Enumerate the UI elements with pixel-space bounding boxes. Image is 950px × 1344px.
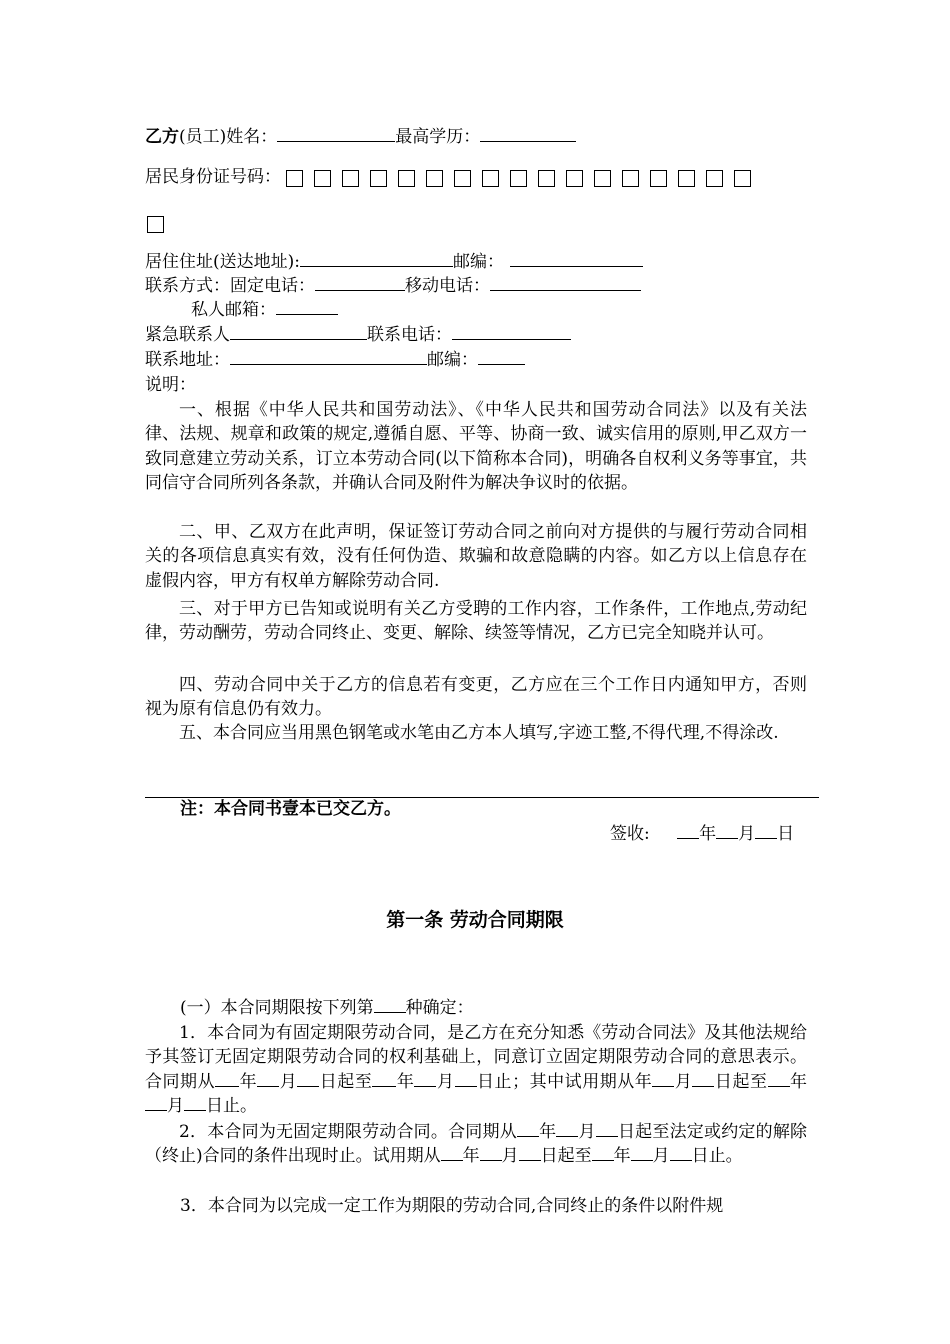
blank[interactable]: [631, 1145, 653, 1161]
emergency-blank[interactable]: [230, 324, 367, 340]
note-paragraph-4: 四、劳动合同中关于乙方的信息若有变更，乙方应在三个工作日内通知甲方，否则视为原有信息仍有效力。: [145, 675, 807, 720]
item1-from2: 日起至: [714, 1071, 768, 1092]
receipt-month-blank[interactable]: [716, 823, 738, 839]
article-1-heading: 第一条 劳动合同期限: [386, 909, 564, 931]
landline-blank[interactable]: [315, 275, 405, 291]
address-line: [145, 250, 643, 274]
blank[interactable]: [670, 1145, 692, 1161]
id-digit-box[interactable]: [594, 170, 611, 187]
article-1-intro: [180, 996, 474, 1020]
emergency-line: [145, 323, 571, 347]
id-digit-box[interactable]: [678, 170, 695, 187]
emergency-phone-blank[interactable]: [452, 324, 571, 340]
id-digit-box[interactable]: [566, 170, 583, 187]
blank[interactable]: [215, 1071, 239, 1087]
mobile-label: 移动电话：: [405, 276, 490, 296]
item2-year: 年: [538, 1122, 557, 1142]
blank[interactable]: [556, 1121, 578, 1137]
contact-postcode-label: 邮编：: [427, 350, 478, 370]
note-paragraph-5: 五、本合同应当用黑色钢笔或水笔由乙方本人填写,字迹工整,不得代理,不得涂改.: [179, 723, 779, 743]
blank[interactable]: [145, 1095, 167, 1111]
id-number-label: 居民身份证号码：: [145, 167, 281, 187]
id-number-boxes: [286, 165, 751, 191]
id-digit-box[interactable]: [286, 170, 303, 187]
blank[interactable]: [517, 1121, 539, 1137]
education-blank[interactable]: [480, 126, 576, 142]
id-digit-box[interactable]: [454, 170, 471, 187]
id-digit-box[interactable]: [482, 170, 499, 187]
blank[interactable]: [297, 1071, 319, 1087]
blank[interactable]: [372, 1071, 396, 1087]
contact-line: [145, 274, 641, 298]
item1-from: 日起至: [319, 1071, 373, 1092]
item1-end: 日止。: [206, 1095, 257, 1116]
id-digit-box[interactable]: [510, 170, 527, 187]
item2-text: 2．本合同为无固定期限劳动合同。合同期从: [179, 1122, 517, 1142]
item1-year: 年: [239, 1071, 258, 1092]
address-label: 居住住址(送达地址):: [145, 252, 300, 272]
item1-year2: 年: [396, 1071, 415, 1092]
id-digit-box[interactable]: [147, 216, 164, 233]
blank[interactable]: [414, 1071, 436, 1087]
item2-to: 日起至: [540, 1146, 592, 1167]
item2-month3: 月: [652, 1146, 670, 1167]
receipt-day-blank[interactable]: [755, 823, 777, 839]
education-label: 最高学历：: [395, 127, 481, 147]
item1-probation: 日止；其中试用期从: [476, 1071, 635, 1092]
item2-month: 月: [578, 1122, 596, 1142]
article-1-item-2: [145, 1120, 807, 1169]
email-line: [191, 298, 338, 322]
emergency-phone-label: 联系电话：: [367, 325, 452, 345]
id-digit-box[interactable]: [342, 170, 359, 187]
item1-year4: 年: [789, 1071, 808, 1092]
id-digit-box[interactable]: [734, 170, 751, 187]
address-postcode-blank[interactable]: [510, 251, 643, 267]
contact-postcode-blank[interactable]: [478, 349, 525, 365]
contact-address-blank[interactable]: [230, 349, 427, 365]
id-number-line: [145, 164, 751, 191]
note-paragraph-3: 三、对于甲方已告知或说明有关乙方受聘的工作内容，工作条件，工作地点,劳动纪律，劳动酬劳，劳动合同终止、变更、解除、续签等情况，乙方已完全知晓并认可。: [145, 599, 807, 644]
item1-text: 1．本合同为有固定期限劳动合同，是乙方在充分知悉《劳动合同法》及其他法规给予其签订无固定期限劳动合同的权利基础上，同意订立固定期限劳动合同的意思表示。合同期从: [145, 1023, 807, 1092]
email-blank[interactable]: [276, 299, 338, 315]
id-digit-box[interactable]: [426, 170, 443, 187]
landline-label: 联系方式：固定电话：: [145, 276, 315, 296]
blank[interactable]: [455, 1071, 477, 1087]
receipt-year-label: 年: [699, 824, 717, 844]
blank[interactable]: [441, 1145, 463, 1161]
id-digit-box[interactable]: [706, 170, 723, 187]
address-blank[interactable]: [300, 251, 453, 267]
item1-year3: 年: [634, 1071, 653, 1092]
id-digit-box[interactable]: [370, 170, 387, 187]
id-digit-box[interactable]: [314, 170, 331, 187]
blank[interactable]: [652, 1071, 674, 1087]
id-digit-box[interactable]: [398, 170, 415, 187]
item2-year3: 年: [613, 1146, 631, 1167]
name-blank[interactable]: [277, 126, 395, 142]
party-b-name-label: (员工)姓名：: [179, 127, 278, 147]
address-postcode-label: 邮编：: [453, 252, 504, 272]
receipt-month-label: 月: [738, 824, 756, 844]
contact-address-label: 联系地址：: [145, 350, 230, 370]
intro-text-a: (一）本合同期限按下列第: [180, 998, 374, 1018]
item2-from: 日起至法定或约定的解除（终止)合同的条件出现时止。试用期从: [145, 1122, 808, 1167]
receipt-label: 签收:: [610, 824, 650, 844]
id-digit-box[interactable]: [538, 170, 555, 187]
blank[interactable]: [692, 1071, 714, 1087]
id-number-overflow: [147, 212, 164, 236]
footnote: 注：本合同书壹本已交乙方。: [180, 799, 401, 819]
emergency-label: 紧急联系人: [145, 325, 230, 345]
id-digit-box[interactable]: [650, 170, 667, 187]
receipt-line: [610, 822, 794, 846]
article-1-item-1: [145, 1021, 807, 1118]
party-b-line: [145, 125, 576, 149]
blank[interactable]: [480, 1145, 502, 1161]
note-paragraph-1: 一、根据《中华人民共和国劳动法》、《中华人民共和国劳动合同法》以及有关法律、法规、规章和政策的规定,遵循自愿、平等、协商一致、诚实信用的原则,甲乙双方一致同意建立劳动关系，订立本劳动合同(以下简称本合同)，明确各自权利义务等事宜，共同信守合同所列各条款，并确认合同及附件为解决争议时的依据。: [145, 400, 807, 493]
article-1-item-3: 3．本合同为以完成一定工作为期限的劳动合同,合同终止的条件以附件规: [180, 1196, 724, 1216]
blank[interactable]: [768, 1071, 790, 1087]
intro-text-b: 种确定：: [405, 998, 474, 1018]
note-paragraph-2: 二、甲、乙双方在此声明，保证签订劳动合同之前向对方提供的与履行劳动合同相关的各项信息真实有效，没有任何伪造、欺骗和故意隐瞒的内容。如乙方以上信息存在虚假内容，甲方有权单方解除劳动合同.: [145, 522, 807, 591]
item1-month: 月: [279, 1071, 298, 1092]
item2-month2: 月: [501, 1146, 519, 1167]
blank[interactable]: [596, 1121, 618, 1137]
blank[interactable]: [257, 1071, 279, 1087]
email-label: 私人邮箱：: [191, 300, 276, 320]
receipt-year-blank[interactable]: [677, 823, 699, 839]
receipt-day-label: 日: [777, 824, 795, 844]
item2-end: 日止。: [691, 1146, 743, 1167]
blank[interactable]: [519, 1145, 541, 1161]
item1-month4: 月: [167, 1095, 184, 1116]
blank[interactable]: [592, 1145, 614, 1161]
party-b-label: 乙方: [145, 127, 179, 147]
contact-address-line: [145, 348, 525, 372]
item1-month2: 月: [436, 1071, 455, 1092]
blank[interactable]: [184, 1095, 206, 1111]
mobile-blank[interactable]: [490, 275, 641, 291]
notes-title: 说明：: [145, 375, 196, 395]
id-digit-box[interactable]: [622, 170, 639, 187]
term-type-blank[interactable]: [374, 997, 406, 1013]
item2-year2: 年: [462, 1146, 480, 1167]
item1-month3: 月: [674, 1071, 693, 1092]
